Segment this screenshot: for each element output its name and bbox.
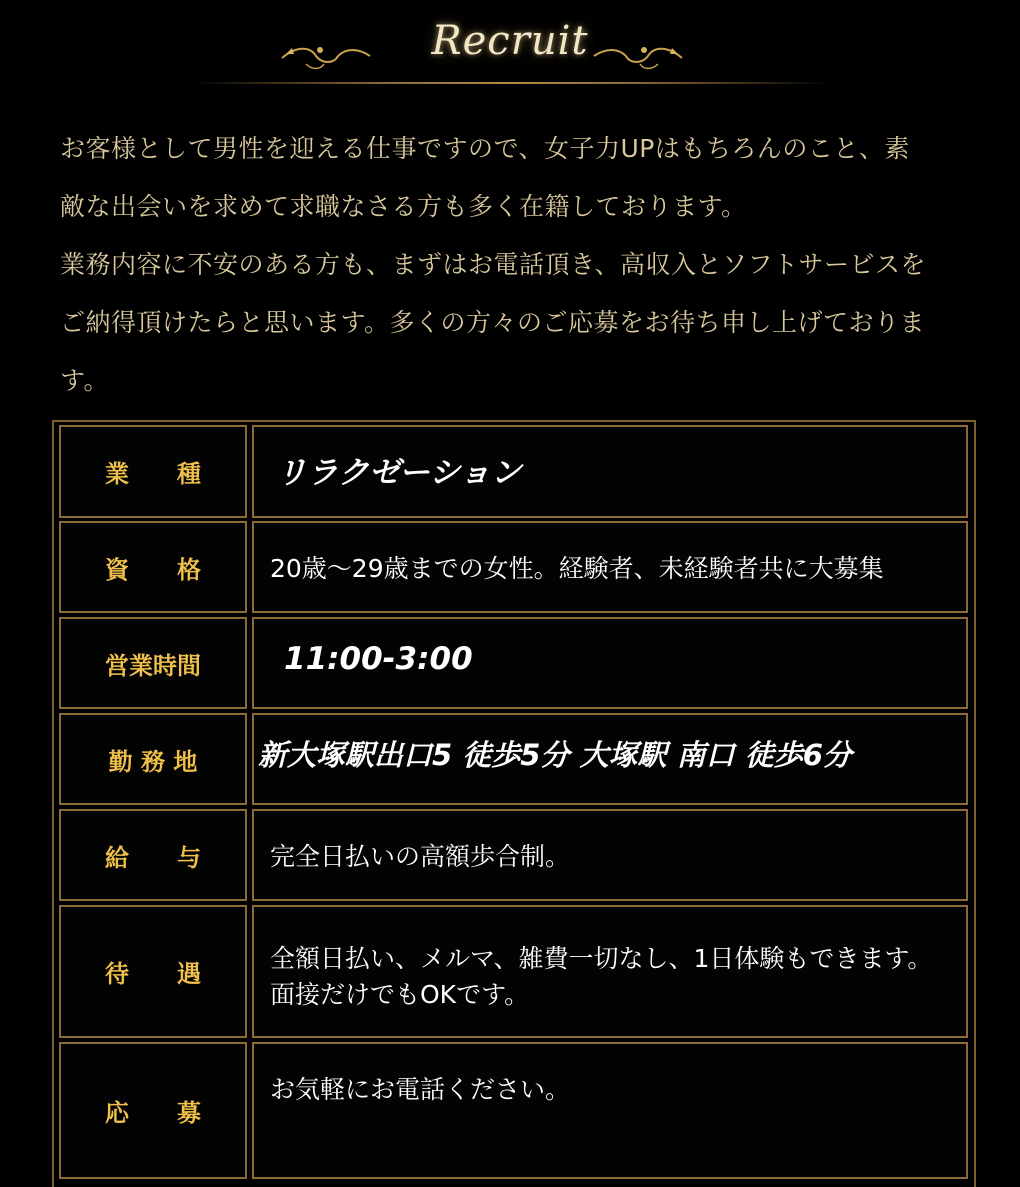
value-salary — [252, 809, 968, 901]
value-application — [252, 1042, 968, 1179]
value-qualification — [252, 521, 968, 613]
label-business-hours: 営業時間 — [59, 617, 247, 709]
recruit-info-table — [52, 420, 976, 1187]
value-job-type — [252, 425, 968, 518]
label-job-type: 業 種 — [59, 425, 247, 518]
ornament-right-icon — [588, 36, 688, 76]
intro-line: 敵な出会いを求めて求職なさる方も多く在籍しております。 — [60, 192, 747, 221]
label-qualification: 資 格 — [59, 521, 247, 613]
intro-line: す。 — [60, 366, 110, 395]
benefits-text-line1: 全額日払い、メルマ、雑費一切なし、1日体験もできます。 — [270, 944, 933, 973]
value-business-hours — [252, 617, 968, 709]
header-divider — [190, 82, 830, 84]
label-salary: 給 与 — [59, 809, 247, 901]
business-hours-text: 11:00-3:00 — [284, 641, 473, 677]
intro-text — [60, 120, 960, 410]
value-location — [252, 713, 968, 805]
benefits-text-line2: 面接だけでもOKです。 — [270, 980, 530, 1009]
intro-line: 業務内容に不安のある方も、まずはお電話頂き、高収入とソフトサービスを — [60, 250, 927, 279]
label-benefits: 待 遇 — [59, 905, 247, 1038]
value-benefits — [252, 905, 968, 1038]
label-location: 勤 務 地 — [59, 713, 247, 805]
intro-line: ご納得頂けたらと思います。多くの方々のご応募をお待ち申し上げておりま — [60, 308, 926, 337]
job-type-text: リラクゼーション — [276, 455, 522, 491]
page-title: Recruit — [431, 18, 589, 64]
application-text: お気軽にお電話ください。 — [270, 1075, 571, 1104]
location-text: 新大塚駅出口5 徒歩5分 大塚駅 南口 徒歩6分 — [258, 738, 852, 772]
label-application: 応 募 — [59, 1042, 247, 1179]
intro-line: お客様として男性を迎える仕事ですので、女子力UPはもちろんのこと、素 — [60, 134, 910, 163]
qualification-text: 20歳〜29歳までの女性。経験者、未経験者共に大募集 — [270, 554, 884, 583]
recruit-header — [0, 0, 1020, 90]
salary-text: 完全日払いの高額歩合制。 — [270, 842, 571, 871]
